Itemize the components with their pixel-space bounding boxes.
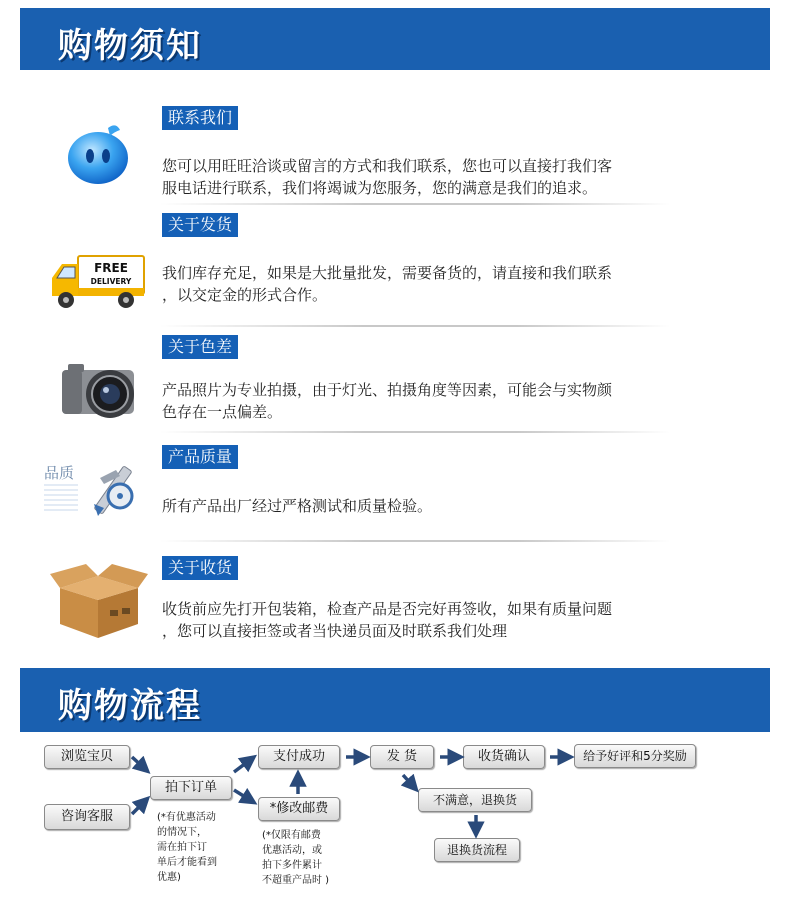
desc-line: ，以交定金的形式合作。 [162,286,328,304]
arrow-order-to-pay [234,760,250,772]
cardboard-box-icon [50,560,148,640]
delivery-truck-icon [48,252,148,312]
note-line: 单后才能看到 [157,857,217,868]
note-line: (*有优惠活动 [157,812,216,823]
desc-line: 服电话进行联系，我们将竭诚为您服务，您的满意是我们的追求。 [162,179,598,197]
chat-bubble-icon [64,122,134,186]
desc-line: ，您可以直接拒签或者当快递员面及时联系我们处理 [162,622,508,640]
section-description [162,155,682,199]
section-tag: 产品质量 [162,445,238,469]
note-line: 的情况下， [157,827,207,838]
desc-line: 色存在一点偏差。 [162,403,283,421]
section-tag: 关于收货 [162,556,238,580]
flow-step-review: 给予好评和5分奖励 [574,744,696,768]
desc-line: 产品照片为专业拍摄，由于灯光、拍摄角度等因素，可能会与实物颜 [162,381,613,399]
divider [160,203,670,205]
arrow-order-to-modify [234,790,250,800]
caliper-icon [86,460,146,520]
section-description [162,495,682,517]
note-line: 拍下多件累计 [262,860,322,871]
flow-step-browse: 浏览宝贝 [44,745,130,769]
flow-step-confirm: 收货确认 [463,745,545,769]
flow-step-pay: 支付成功 [258,745,340,769]
section-tag: 关于色差 [162,335,238,359]
note-line: 优惠) [157,872,181,883]
section-tag: 关于发货 [162,213,238,237]
section-description [162,262,682,306]
desc-line: 所有产品出厂经过严格测试和质量检验。 [162,497,433,515]
arrow-consult-to-order [132,802,144,814]
divider [160,540,670,542]
section-description [162,379,682,423]
shopping-process-banner [20,668,770,732]
truck-label-delivery: DELIVERY [90,277,132,286]
desc-line: 收货前应先打开包装箱，检查产品是否完好再签收，如果有质量问题 [162,600,613,618]
divider [160,431,670,433]
quality-lines-decoration [44,484,78,514]
note-line: 需在拍下订 [157,842,207,853]
arrow-ship-to-unsatisfied [403,775,413,786]
banner-title: 购物流程 [58,686,202,726]
truck-label-free: FREE [94,261,128,275]
note-line: 不超重产品时 ) [262,875,330,886]
arrow-browse-to-order [132,757,144,768]
flow-step-unsatisfied: 不满意，退换货 [418,788,532,812]
note-line: (*仅限有邮费 [262,830,321,841]
desc-line: 您可以用旺旺洽谈或留言的方式和我们联系，您也可以直接打我们客 [162,157,613,175]
flow-step-ship: 发 货 [370,745,434,769]
banner-title: 购物须知 [58,26,202,66]
divider [160,325,670,327]
desc-line: 我们库存充足，如果是大批量批发，需要备货的，请直接和我们联系 [162,264,613,282]
section-tag: 联系我们 [162,106,238,130]
section-description [162,598,682,642]
note-line: 优惠活动，或 [262,845,322,856]
flow-arrows [0,730,790,870]
flow-step-consult: 咨询客服 [44,804,130,830]
flow-step-modify-postage: *修改邮费 [258,797,340,821]
camera-icon [60,362,144,420]
shopping-notice-banner [20,8,770,70]
flow-step-return-process: 退换货流程 [434,838,520,862]
quality-label: 品质 [44,464,75,482]
flow-step-order: 拍下订单 [150,776,232,800]
